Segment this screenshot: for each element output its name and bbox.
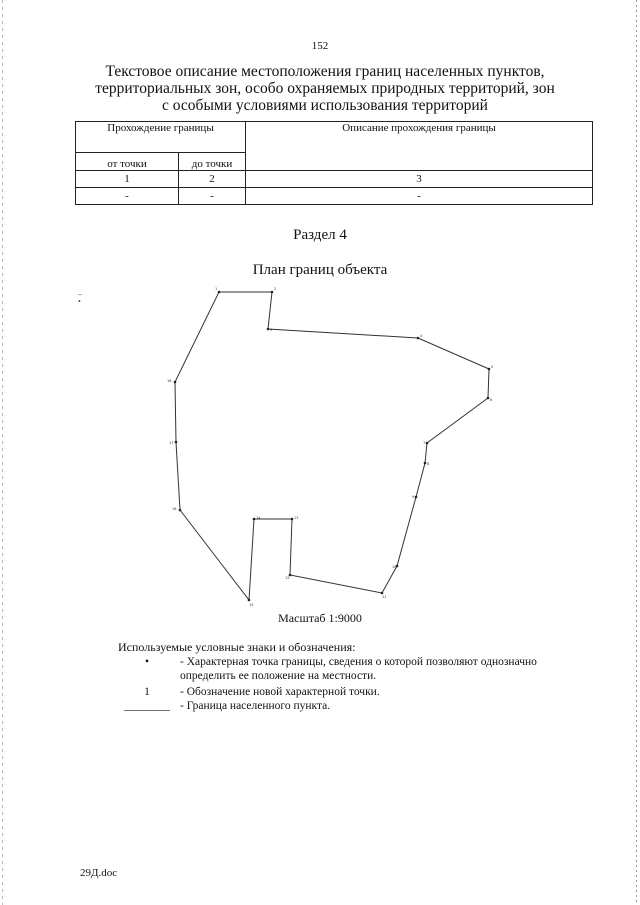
boundary-point: [291, 518, 294, 521]
legend-boundary-text: - Граница населенного пункта.: [180, 700, 331, 712]
legend-point-symbol: •: [144, 656, 150, 668]
title-line-2: территориальных зон, особо охраняемых природных территорий, зон: [95, 80, 555, 97]
boundary-point-label: 1: [215, 287, 218, 291]
legend-boundary-symbol: ________: [124, 700, 170, 712]
boundary-point: [271, 291, 274, 294]
cell-desc: -: [246, 188, 593, 205]
boundary-point: [175, 441, 178, 444]
legend-heading: Используемые условные знаки и обозначения:: [118, 640, 356, 654]
col-number-to: 2: [179, 171, 246, 188]
boundary-points: [167, 287, 493, 607]
boundary-point: [174, 381, 177, 384]
boundary-point: [488, 368, 491, 371]
scan-mark: –: [78, 289, 82, 298]
boundary-point: [415, 496, 418, 499]
boundary-point: [248, 599, 251, 602]
boundary-point-label: 2: [274, 287, 277, 291]
page-number: 152: [311, 40, 329, 52]
boundary-point-label: 4: [420, 334, 423, 338]
plan-scale: Масштаб 1:9000: [278, 611, 362, 625]
boundary-point-label: 12: [285, 576, 290, 580]
boundary-point-label: 11: [382, 595, 387, 599]
boundary-point-label: 13: [294, 516, 299, 520]
boundary-point: [426, 442, 429, 445]
cell-from: -: [76, 188, 179, 205]
boundary-point: [218, 291, 221, 294]
header-passage: Прохождение границы: [76, 122, 246, 153]
boundary-point-label: 10: [392, 565, 397, 569]
plan-title: План границ объекта: [252, 262, 388, 278]
title-line-1: Текстовое описание местоположения границ населенных пунктов,: [105, 63, 545, 80]
boundary-point: [179, 509, 182, 512]
legend-label-text: - Обозначение новой характерной точки.: [180, 686, 380, 698]
boundary-point-label: 17: [169, 441, 174, 445]
boundary-point-label: 14: [256, 516, 261, 520]
col-number-from: 1: [76, 171, 179, 188]
cell-to: -: [179, 188, 246, 205]
boundary-point-label: 15: [249, 603, 254, 607]
boundary-point-label: 16: [172, 507, 177, 511]
boundary-point-label: 6: [490, 398, 493, 402]
boundary-point-label: 18: [167, 379, 172, 383]
boundary-point-label: 8: [427, 462, 430, 466]
legend-label-symbol: 1: [144, 686, 150, 698]
header-from-point: от точки: [76, 153, 179, 171]
header-description: Описание прохождения границы: [246, 122, 593, 171]
legend-point-text-1: - Характерная точка границы, сведения о которой позволяют однозначно: [180, 656, 537, 668]
file-name-footer: 29Д.doc: [80, 867, 118, 879]
boundary-point: [417, 337, 420, 340]
legend-point-text-2: определить ее положение на местности.: [180, 670, 377, 682]
header-to-point: до точки: [179, 153, 246, 171]
boundary-point-label: 7: [423, 441, 426, 445]
boundary-polygon: [175, 292, 489, 600]
boundary-point: [424, 462, 430, 466]
boundary-point: [253, 518, 256, 521]
boundary-point: [267, 328, 273, 332]
scan-mark: •: [78, 297, 81, 306]
boundary-point-label: 5: [491, 365, 494, 369]
boundary-point-label: 9: [412, 495, 415, 499]
boundary-point: [487, 397, 493, 402]
col-number-desc: 3: [246, 171, 593, 188]
section-title: Раздел 4: [293, 227, 347, 243]
boundary-point: [381, 592, 384, 595]
title-line-3: с особыми условиями использования территорий: [162, 97, 488, 114]
boundary-point-label: 3: [270, 328, 273, 332]
